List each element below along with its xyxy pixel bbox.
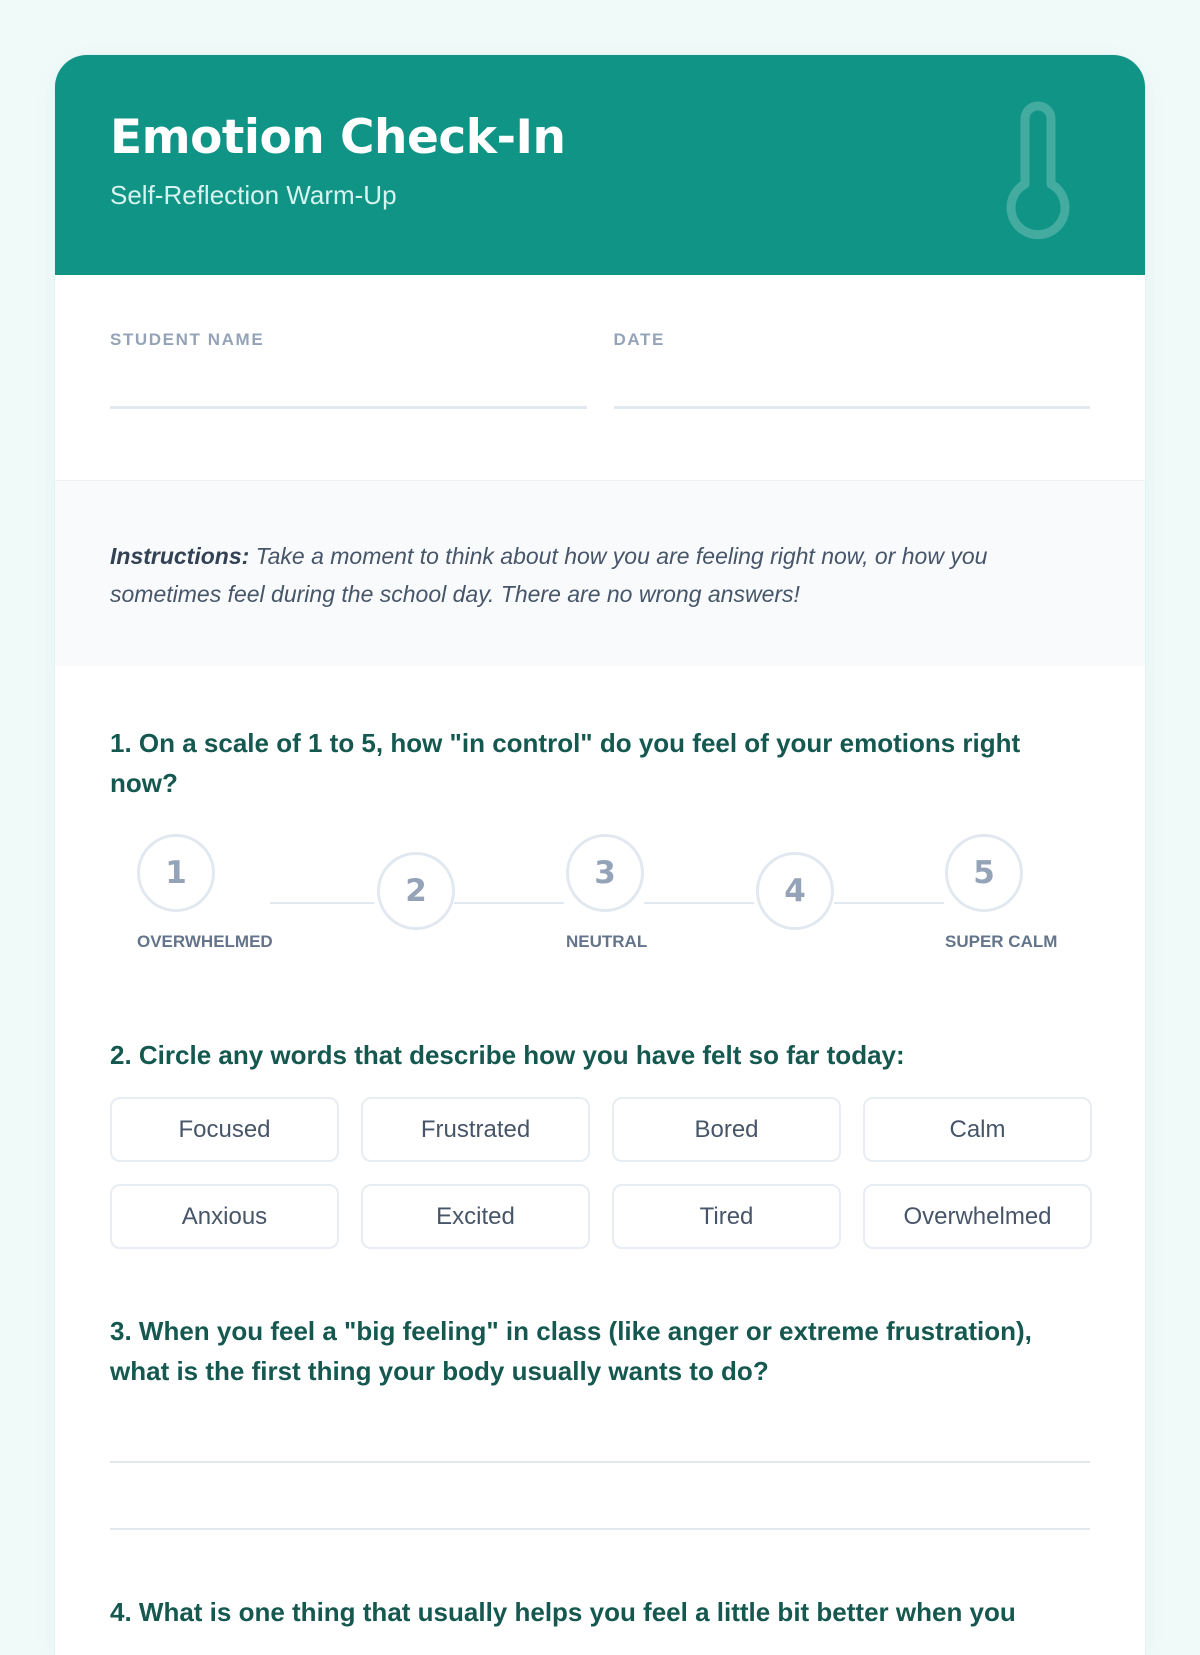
- instructions-box: [55, 481, 1145, 666]
- worksheet-header: [55, 55, 1145, 275]
- scale-label-low: OVERWHELMED: [137, 932, 273, 951]
- scale-option-1[interactable]: 1: [137, 834, 215, 912]
- answer-line[interactable]: [110, 1528, 1090, 1530]
- scale-option-5[interactable]: 5: [945, 834, 1023, 912]
- word-option[interactable]: Tired: [612, 1184, 841, 1249]
- question-1: 1. On a scale of 1 to 5, how "in control" do you feel of your emotions right now?: [110, 728, 1021, 798]
- question-2: 2. Circle any words that describe how you have felt so far today:: [110, 1040, 905, 1070]
- scale-connector: [644, 902, 754, 904]
- questions-section: [55, 666, 1145, 1632]
- thermometer-icon: [1003, 89, 1073, 239]
- instructions-label: Instructions:: [110, 543, 250, 569]
- word-option[interactable]: Calm: [863, 1097, 1092, 1162]
- word-option[interactable]: Bored: [612, 1097, 841, 1162]
- feeling-words-grid: [110, 1097, 1090, 1249]
- student-name-input-line[interactable]: [110, 406, 587, 409]
- word-option[interactable]: Focused: [110, 1097, 339, 1162]
- word-option[interactable]: Frustrated: [361, 1097, 590, 1162]
- scale-option-2[interactable]: 2: [377, 852, 455, 930]
- date-label: DATE: [613, 330, 665, 349]
- scale-connector: [270, 902, 374, 904]
- page-subtitle: Self-Reflection Warm-Up: [110, 180, 397, 210]
- scale-label-mid: NEUTRAL: [566, 932, 648, 951]
- date-input-line[interactable]: [614, 406, 1091, 409]
- scale-option-3[interactable]: 3: [566, 834, 644, 912]
- student-name-field: [110, 330, 587, 480]
- scale-option-4[interactable]: 4: [756, 852, 834, 930]
- control-scale: [110, 803, 1090, 983]
- word-option[interactable]: Anxious: [110, 1184, 339, 1249]
- worksheet-card: [55, 55, 1145, 1655]
- instructions-text: Take a moment to think about how you are feeling right now, or how you sometimes feel during the school day. There are no wrong answers!: [110, 543, 988, 607]
- scale-connector: [834, 902, 944, 904]
- student-name-label: STUDENT NAME: [110, 330, 265, 349]
- word-option[interactable]: Excited: [361, 1184, 590, 1249]
- date-field: [614, 330, 1091, 480]
- question-4: 4. What is one thing that usually helps you feel a little bit better when you: [110, 1597, 1016, 1627]
- scale-label-high: SUPER CALM: [945, 932, 1058, 951]
- question-3: 3. When you feel a "big feeling" in class (like anger or extreme frustration), what is the first thing your body usually wants to do?: [110, 1316, 1032, 1386]
- answer-line[interactable]: [110, 1461, 1090, 1463]
- scale-connector: [454, 902, 564, 904]
- page-title: Emotion Check-In: [110, 110, 566, 165]
- student-info-section: [55, 275, 1145, 481]
- word-option[interactable]: Overwhelmed: [863, 1184, 1092, 1249]
